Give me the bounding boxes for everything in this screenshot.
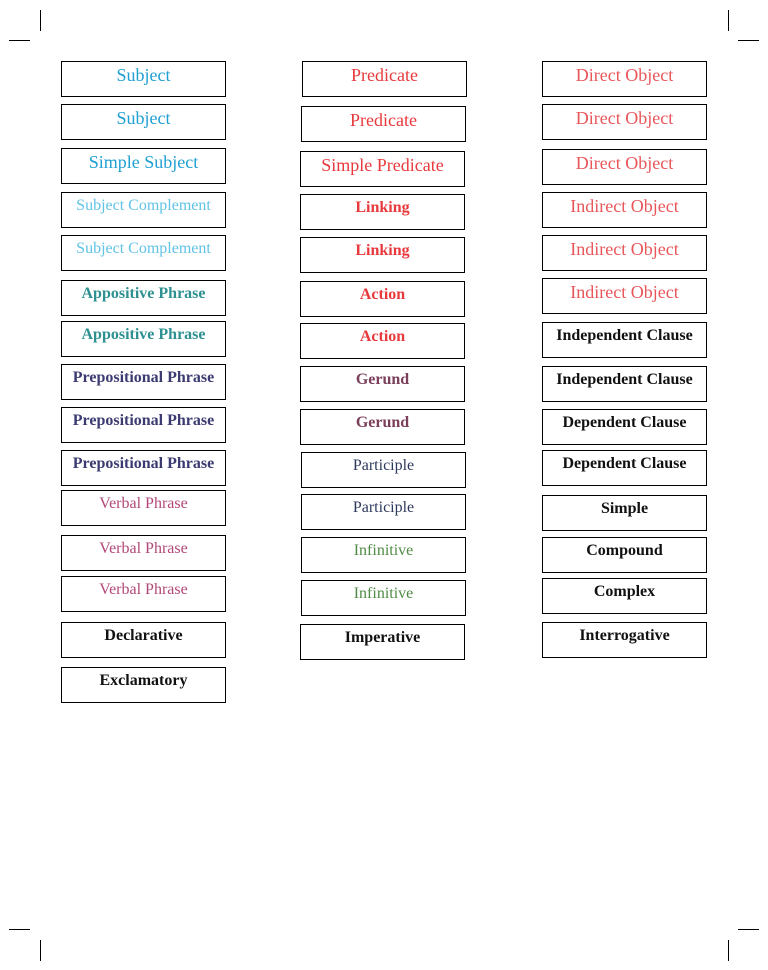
label-card bbox=[542, 409, 707, 445]
label-card bbox=[61, 490, 226, 526]
label-card bbox=[301, 580, 466, 616]
label-card-text: Simple Subject bbox=[88, 152, 199, 172]
label-card-text: Predicate bbox=[350, 110, 417, 130]
label-card bbox=[542, 622, 707, 658]
label-card bbox=[301, 452, 466, 488]
label-card bbox=[61, 407, 226, 443]
label-card-text: Prepositional Phrase bbox=[72, 455, 215, 472]
label-card bbox=[61, 450, 226, 486]
label-card-text: Indirect Object bbox=[570, 239, 679, 259]
label-card bbox=[542, 537, 707, 573]
label-card bbox=[542, 61, 707, 97]
label-card-text: Subject Complement bbox=[76, 240, 211, 257]
label-card bbox=[542, 495, 707, 531]
label-card bbox=[61, 576, 226, 612]
crop-mark-bottom-right-vertical bbox=[728, 940, 729, 961]
label-card-text: Appositive Phrase bbox=[81, 285, 206, 302]
label-card bbox=[542, 235, 707, 271]
crop-mark-bottom-left-vertical bbox=[40, 940, 41, 961]
label-card-text: Gerund bbox=[355, 371, 410, 388]
label-card bbox=[61, 667, 226, 703]
label-card bbox=[542, 450, 707, 486]
crop-mark-top-left-vertical bbox=[40, 10, 41, 31]
label-card bbox=[61, 192, 226, 228]
label-card-text: Interrogative bbox=[579, 627, 670, 644]
label-card bbox=[300, 624, 465, 660]
label-card bbox=[61, 535, 226, 571]
crop-mark-top-left-horizontal bbox=[9, 40, 30, 41]
label-card-text: Gerund bbox=[355, 414, 410, 431]
label-card-text: Prepositional Phrase bbox=[72, 369, 215, 386]
label-card bbox=[300, 237, 465, 273]
label-card-text: Imperative bbox=[344, 629, 421, 646]
label-card-text: Indirect Object bbox=[570, 282, 679, 302]
label-card-text: Infinitive bbox=[353, 542, 414, 559]
label-card bbox=[300, 323, 465, 359]
label-card bbox=[61, 148, 226, 184]
label-card-text: Direct Object bbox=[575, 153, 674, 173]
label-card bbox=[302, 61, 467, 97]
label-card-text: Compound bbox=[586, 542, 663, 559]
label-card-text: Action bbox=[359, 286, 406, 303]
label-card bbox=[542, 366, 707, 402]
label-card bbox=[301, 106, 466, 142]
label-card bbox=[61, 364, 226, 400]
label-card-text: Prepositional Phrase bbox=[72, 412, 215, 429]
label-card-text: Action bbox=[359, 328, 406, 345]
crop-mark-bottom-right-horizontal bbox=[738, 929, 759, 930]
label-card bbox=[542, 322, 707, 358]
label-card bbox=[300, 409, 465, 445]
label-card bbox=[61, 321, 226, 357]
label-card-text: Subject bbox=[116, 108, 171, 128]
crop-mark-top-right-vertical bbox=[728, 10, 729, 31]
label-card bbox=[542, 192, 707, 228]
label-card-text: Participle bbox=[352, 457, 415, 474]
label-card bbox=[300, 366, 465, 402]
label-card-text: Predicate bbox=[351, 65, 418, 85]
label-card bbox=[542, 578, 707, 614]
label-card-text: Subject bbox=[116, 65, 171, 85]
label-card-text: Simple bbox=[600, 500, 649, 517]
label-card-text: Independent Clause bbox=[556, 327, 693, 344]
label-card-text: Declarative bbox=[104, 627, 183, 644]
label-card-text: Independent Clause bbox=[556, 371, 693, 388]
label-card-text: Subject Complement bbox=[76, 197, 211, 214]
label-card bbox=[61, 622, 226, 658]
label-card bbox=[301, 494, 466, 530]
crop-mark-top-right-horizontal bbox=[738, 40, 759, 41]
label-card-text: Linking bbox=[355, 199, 410, 216]
label-card-text: Exclamatory bbox=[99, 672, 188, 689]
label-card-text: Dependent Clause bbox=[562, 414, 687, 431]
label-card bbox=[301, 537, 466, 573]
label-card bbox=[542, 278, 707, 314]
label-card-text: Simple Predicate bbox=[321, 155, 444, 175]
label-card-text: Direct Object bbox=[575, 65, 674, 85]
label-card-text: Verbal Phrase bbox=[99, 581, 188, 598]
label-card bbox=[61, 235, 226, 271]
label-card-text: Infinitive bbox=[353, 585, 414, 602]
crop-mark-bottom-left-horizontal bbox=[9, 929, 30, 930]
label-card bbox=[61, 104, 226, 140]
label-card-text: Verbal Phrase bbox=[99, 495, 188, 512]
label-card bbox=[300, 151, 465, 187]
label-card bbox=[300, 194, 465, 230]
label-card-text: Linking bbox=[355, 242, 410, 259]
label-card-text: Indirect Object bbox=[570, 196, 679, 216]
label-card-text: Direct Object bbox=[575, 108, 674, 128]
label-card-text: Complex bbox=[593, 583, 656, 600]
label-card bbox=[300, 281, 465, 317]
label-card-text: Verbal Phrase bbox=[99, 540, 188, 557]
label-card bbox=[61, 280, 226, 316]
label-card-text: Appositive Phrase bbox=[81, 326, 206, 343]
label-card bbox=[542, 149, 707, 185]
label-card-text: Participle bbox=[352, 499, 415, 516]
label-card bbox=[61, 61, 226, 97]
label-card bbox=[542, 104, 707, 140]
label-card-text: Dependent Clause bbox=[562, 455, 687, 472]
